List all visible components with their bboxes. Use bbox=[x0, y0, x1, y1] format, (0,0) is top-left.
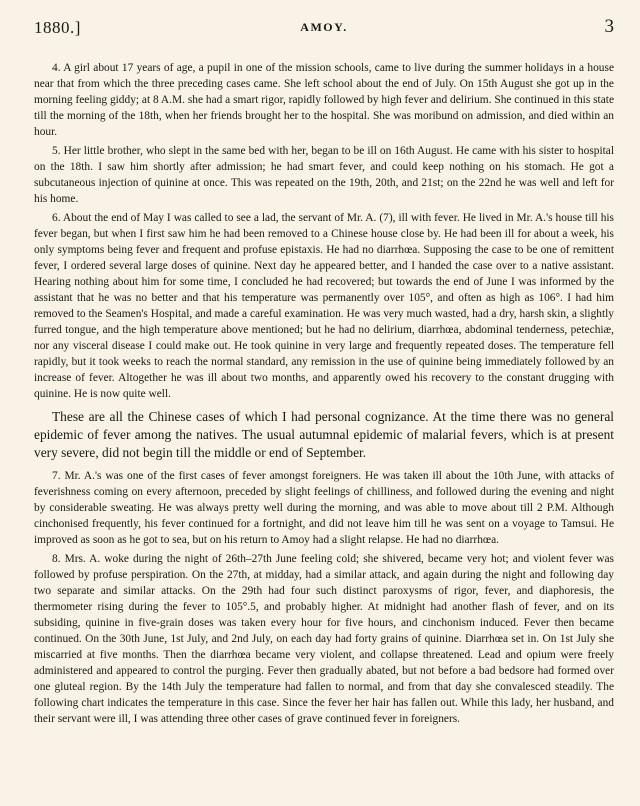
paragraph-case-5: 5. Her little brother, who slept in the same bed with her, began to be ill on 16th August. He came with his sister to hospital on the 18th. I saw him shortly after admission; he had smart fever, and could keep nothing on his stomach. He got a subcutaneous injection of quinine at once. This was repeated on the 19th, 20th, and 21st; on the 22nd he was well and left for his home. bbox=[34, 145, 614, 205]
running-header bbox=[34, 16, 614, 44]
paragraph-summary: These are all the Chinese cases of which I had personal cognizance. At the time there was no general epidemic of fever among the natives. The usual autumnal epidemic of malarial fevers, which is at present very severe, did not begin till the middle or end of September. bbox=[34, 409, 614, 460]
document-body bbox=[34, 60, 614, 727]
paragraph-case-4: 4. A girl about 17 years of age, a pupil in one of the mission schools, came to live during the summer holidays in a house near that from which the three preceding cases came. She left school about the end of July. On 15th August she got up in the morning feeling giddy; at 8 A.M. she had a smart rigor, rapidly followed by high fever and delirium. She continued in this state till the morning of the 18th, when her friends brought her to the hospital. She was moribund on admission, and died within an hour. bbox=[34, 62, 614, 138]
paragraph-case-7: 7. Mr. A.'s was one of the first cases of fever amongst foreigners. He was taken ill about the 10th June, with attacks of feverishness coming on every afternoon, preceded by slight feelings of chilliness, and followed during the evening and night by considerable sweating. He was always pretty well during the morning, and was able to move about till 2 P.M. Although cinchonised frequently, his fever continued for a fortnight, and did not leave him till he was sent on a voyage to Tamsui. He improved as soon as he got to sea, but on his return to Amoy had a slight relapse. He had no diarrhœa. bbox=[34, 470, 614, 546]
paragraph-case-6: 6. About the end of May I was called to see a lad, the servant of Mr. A. (7), ill with fever. He lived in Mr. A.'s house till his fever began, but when I first saw him he had been removed to a Chinese house close by. He had been ill for about a week, his only symptoms being fever and frequent and profuse epistaxis. He had no diarrhœa. Supposing the case to be one of remittent fever, I ordered several large doses of quinine. Next day he appeared better, and I handed the case over to a native assistant. Hearing nothing about him for some time, I concluded he had recovered; but towards the end of June I was informed by the assistant that he was no better and that his temperature was permanently over 105°, and often as high as 106°. I had him removed to the Seamen's Hospital, and made a careful examination. He was very much wasted, had a dry, harsh skin, a slightly furred tongue, and the high temperature above mentioned; but he had no delirium, diarrhœa, abdominal tenderness, petechiæ, nor any visceral disease I could make out. He took quinine in very large and frequently repeated doses. The temperature fell rapidly, but it took weeks to reach the normal standard, any remission in the use of quinine being immediately followed by an increase of fever. Altogether he was ill about two months, and apparently owed his recovery to the constant drugging with quinine. He is now quite well. bbox=[34, 212, 614, 400]
paragraph-case-8: 8. Mrs. A. woke during the night of 26th–27th June feeling cold; she shivered, became very hot; and violent fever was followed by profuse perspiration. On the 27th, at midday, had a similar attack, and again during the night and following day two separate and similar attacks. On the 29th had four such distinct paroxysms of rigor, fever, and diaphoresis, the thermometer rising during the fever to 105°.5, and probably higher. At midnight had another flash of fever, and on its subsiding, quinine in five-grain doses was taken every hour for five hours, and cinchonism induced. Fever then became continued. On the 30th June, 1st July, and 2nd July, on each day had forty grains of quinine. Diarrhœa set in. On 1st July she miscarried at five months. Then the diarrhœa became very violent, and collapse threatened. Lead and opium were freely administered and appeared to control the purging. Fever then gradually abated, but not before a bad bedsore had formed over one gluteal region. By the 14th July the temperature had fallen to normal, and from that day she convalesced steadily. The following chart indicates the temperature in this case. Since the fever her hair has fallen out. While this lady, her husband, and their servant were ill, I was attending three other cases of grave continued fever in foreigners. bbox=[34, 553, 614, 725]
header-year: 1880.] bbox=[34, 18, 81, 37]
page-number: 3 bbox=[604, 16, 614, 37]
header-title: AMOY. bbox=[300, 20, 348, 34]
